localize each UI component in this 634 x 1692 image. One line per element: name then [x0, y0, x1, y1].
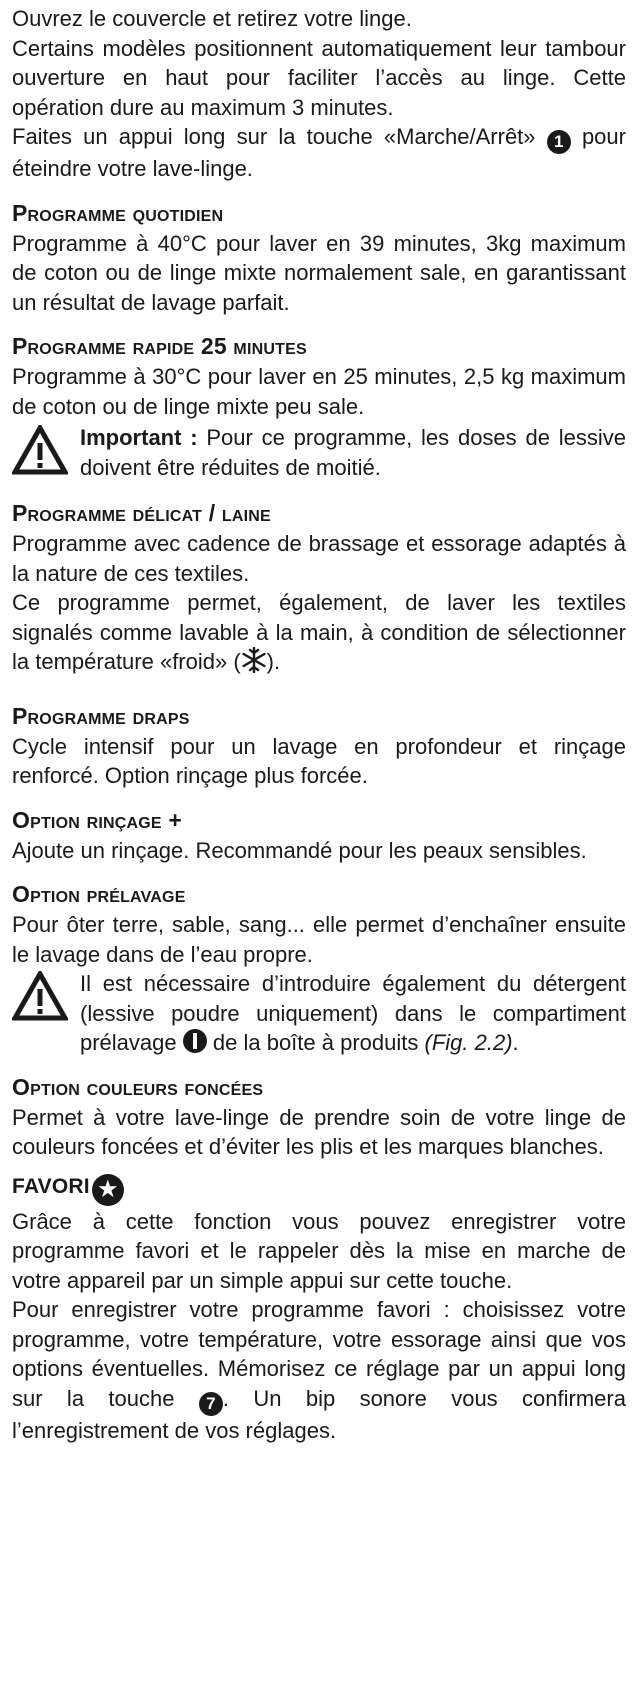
quotidien-text: Programme à 40°C pour laver en 39 minutes, 3kg maximum de coton ou de linge mixte normalement sale, en garantissant un résultat de lavage parfait. — [12, 230, 626, 315]
important-text: Pour ce programme, les doses de lessive doivent être réduites de moitié. — [80, 425, 626, 480]
heading-favori — [12, 1172, 626, 1206]
favori-text-2 — [12, 1295, 626, 1445]
power-off-text-end: pour éteindre votre lave-linge. — [12, 124, 626, 181]
snowflake-icon — [241, 647, 267, 673]
prelavage-warning-text — [12, 969, 626, 1058]
warning-icon — [12, 971, 68, 1021]
figure-reference: (Fig. 2.2) — [424, 1030, 513, 1055]
heading-option-prelavage: Option prélavage — [12, 881, 186, 907]
delicat-text-2-end: ). — [266, 649, 281, 674]
rapide-warning — [12, 423, 626, 482]
heading-programme-delicat: Programme délicat / laine — [12, 500, 271, 526]
favori-text-1: Grâce à cette fonction vous pouvez enregistrer votre programme favori et le rappeler dès la mise en marche de votre appareil par un simple appui sur cette touche. — [12, 1208, 626, 1293]
prelavage-warning — [12, 969, 626, 1058]
favori-title: FAVORI — [12, 1174, 90, 1198]
warning-icon — [12, 425, 68, 475]
prelavage-text: Pour ôter terre, sable, sang... elle permet d’enchaîner ensuite le lavage dans de l’eau propre. — [12, 912, 626, 967]
prelavage-warning-start: Il est nécessaire d’introduire également du détergent (lessive poudre uniquement) dans le compartiment prélavage — [80, 971, 626, 1055]
draps-text: Cycle intensif pour un lavage en profondeur et rinçage renforcé. Option rinçage plus forcée. — [12, 733, 626, 788]
couleurs-text: Permet à votre lave-linge de prendre soin de votre linge de couleurs foncées et d’éviter les plis et les marques blanches. — [12, 1104, 626, 1159]
favori-text-2-end: . Un bip sonore vous confirmera l’enregistrement de vos réglages. — [12, 1385, 626, 1443]
button-1-badge: 1 — [547, 130, 571, 154]
heading-programme-rapide: Programme rapide 25 minutes — [12, 333, 307, 359]
intro-paragraph: Certains modèles positionnent automatiquement leur tambour ouverture en haut pour faciliter l’accès au linge. Cette opération dure au maximum 3 minutes. — [12, 35, 626, 120]
rapide-text: Programme à 30°C pour laver en 25 minutes, 2,5 kg maximum de coton ou de linge mixte peu sale. — [12, 364, 626, 419]
star-icon: ★ — [92, 1174, 124, 1206]
important-label: Important : — [80, 425, 198, 450]
heading-option-rincage: Option rinçage + — [12, 806, 182, 833]
power-off-paragraph — [12, 122, 626, 184]
favori-text-2-start: Pour enregistrer votre programme favori : choisissez votre programme, votre température, votre essorage ainsi que vos options éventuelles. Mémorisez ce réglage par un appui long sur la touche — [12, 1297, 626, 1411]
prelavage-warning-end: . — [512, 1030, 519, 1055]
power-off-text: Faites un appui long sur la touche «Marche/Arrêt» — [12, 124, 536, 149]
intro-line: Ouvrez le couvercle et retirez votre linge. — [12, 6, 412, 31]
heading-programme-draps: Programme draps — [12, 702, 190, 729]
heading-programme-quotidien: Programme quotidien — [12, 199, 224, 226]
delicat-text-2 — [12, 588, 626, 677]
delicat-text-1: Programme avec cadence de brassage et essorage adaptés à la nature de ces textiles. — [12, 531, 626, 586]
heading-option-couleurs: Option couleurs foncées — [12, 1073, 264, 1100]
rincage-text: Ajoute un rinçage. Recommandé pour les peaux sensibles. — [12, 837, 587, 863]
delicat-text-2-start: Ce programme permet, également, de laver les textiles signalés comme lavable à la main, à condition de sélectionner la température «froid» ( — [12, 590, 626, 674]
button-7-badge: 7 — [199, 1392, 223, 1416]
rapide-warning-text — [12, 423, 626, 482]
prelavage-warning-mid: de la boîte à produits — [212, 1030, 419, 1055]
prewash-compartment-icon — [183, 1029, 207, 1053]
